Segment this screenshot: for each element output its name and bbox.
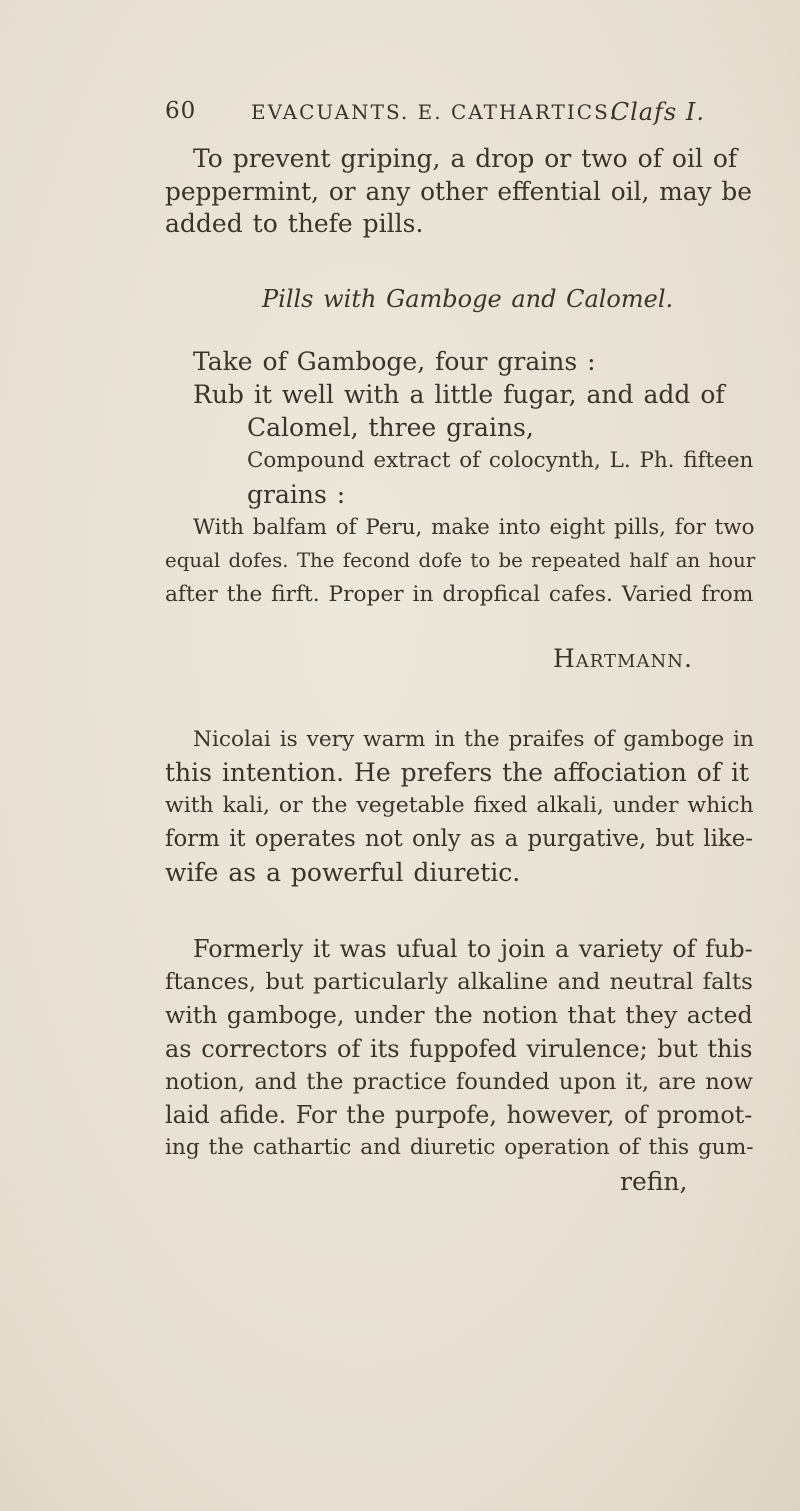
text-line: Formerly it was ufual to join a variety of fub- <box>193 935 753 963</box>
text-line: wife as a powerful diuretic. <box>165 858 521 887</box>
attribution: Hartmann. <box>553 644 693 673</box>
text-line: as correctors of its fuppofed virulence; but this <box>165 1035 753 1063</box>
recipe-line: after the firft. Proper in dropfical cafes. Varied from <box>165 582 754 607</box>
recipe-line: Compound extract of colocynth, L. Ph. fifteen <box>247 448 754 473</box>
recipe-line: grains : <box>247 480 346 509</box>
recipe-line: Take of Gamboge, four grains : <box>193 347 596 376</box>
text-line: with gamboge, under the notion that they acted <box>165 1001 753 1029</box>
page-number: 60 <box>165 98 197 124</box>
text-line: ing the cathartic and diuretic operation of this gum- <box>165 1135 754 1160</box>
text-line: with kali, or the vegetable fixed alkali, under which <box>165 793 754 818</box>
text-line: this intention. He prefers the affociation of it <box>165 758 750 787</box>
text-line: form it operates not only as a purgative, but like- <box>165 826 754 852</box>
running-title: EVACUANTS. E. CATHARTICS. <box>251 100 618 124</box>
recipe-line: equal dofes. The fecond dofe to be repeated half an hour <box>165 549 756 572</box>
recipe-line: Rub it well with a little fugar, and add of <box>193 380 725 409</box>
recipe-line: With balfam of Peru, make into eight pills, for two <box>193 515 755 540</box>
running-header <box>165 98 705 138</box>
text-line: Nicolai is very warm in the praifes of gamboge in <box>193 727 754 752</box>
catchword: refin, <box>620 1167 688 1196</box>
text-line: peppermint, or any other effential oil, may be <box>165 177 752 206</box>
recipe-title: Pills with Gamboge and Calomel. <box>262 285 674 313</box>
text-line: added to thefe pills. <box>165 209 424 238</box>
text-line: To prevent griping, a drop or two of oil of <box>193 144 738 173</box>
class-label: Clafs I. <box>610 98 705 126</box>
text-line: ftances, but particularly alkaline and neutral falts <box>165 969 753 995</box>
text-line: laid afide. For the purpofe, however, of promot- <box>165 1101 753 1129</box>
recipe-line: Calomel, three grains, <box>247 413 534 442</box>
text-line: notion, and the practice founded upon it, are now <box>165 1069 753 1095</box>
